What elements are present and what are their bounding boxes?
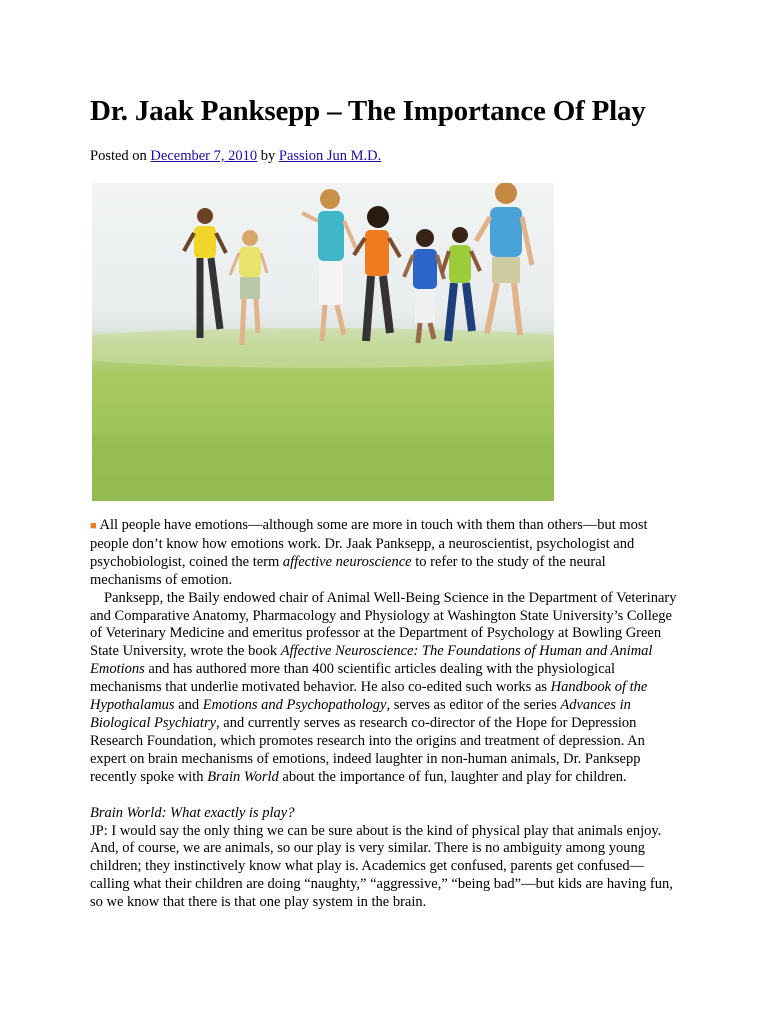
publication-title: Brain World bbox=[207, 768, 279, 785]
interview-question bbox=[90, 805, 680, 823]
child-figure bbox=[230, 230, 267, 345]
text: and has authored more than 400 scientific articles dealing with the physiological mechanisms that underlie motivated behavior. He also co-edited such works as bbox=[90, 661, 616, 696]
by-label: by bbox=[260, 148, 276, 164]
book-title: Affective Neuroscience: The Foundations of Human and Animal Emotions bbox=[90, 643, 653, 678]
text: to refer to the study of the neural mechanisms of emotion. bbox=[90, 553, 606, 588]
spacer bbox=[90, 787, 680, 805]
author-link[interactable]: Passion Jun M.D. bbox=[278, 148, 382, 164]
text: All people have emotions—although some are more in touch with them than others—but most people don’t know how emotions work. Dr. Jaak Panksepp, a neuroscientist, psychologist and psychobiologist, coined the term bbox=[90, 517, 648, 570]
paragraph bbox=[90, 517, 680, 590]
child-figure bbox=[404, 229, 444, 343]
square-bullet-icon: ■ bbox=[90, 520, 97, 532]
book-title: Emotions and Psychopathology bbox=[202, 697, 387, 714]
page-title: Dr. Jaak Panksepp – The Importance Of Play bbox=[90, 95, 646, 127]
series-title: Advances in Biological Psychiatry bbox=[90, 697, 631, 731]
emphasis: affective neuroscience bbox=[282, 553, 412, 570]
text: Panksepp, the Baily endowed chair of Animal Well-Being Science in the Department of Veterinary and Comparative Anatomy, Pharmacology and Physiology at Washington State University’s College of Veterinary Medicine and emeritus professor at the Department of Psychology at Bowling Green State University, wrote the book bbox=[90, 589, 677, 660]
child-figure bbox=[184, 208, 226, 338]
child-figure bbox=[476, 183, 532, 335]
children-running-photo bbox=[92, 183, 554, 501]
text: about the importance of fun, laughter and play for children. bbox=[278, 768, 627, 785]
post-date-link[interactable]: December 7, 2010 bbox=[150, 148, 258, 164]
child-figure bbox=[354, 206, 400, 341]
question-text: Brain World: What exactly is play? bbox=[90, 804, 295, 821]
book-title: Handbook of the Hypothalamus bbox=[90, 679, 648, 714]
paragraph bbox=[90, 590, 680, 787]
text: and bbox=[174, 697, 203, 714]
child-figure bbox=[302, 189, 358, 341]
post-meta bbox=[90, 147, 381, 165]
article-body bbox=[90, 517, 680, 912]
child-figure bbox=[442, 227, 480, 341]
posted-on-label: Posted on bbox=[90, 148, 147, 164]
text: , serves as editor of the series bbox=[386, 697, 561, 714]
text: , and currently serves as research co-director of the Hope for Depression Research Foundation, which promotes research into the origins and treatment of depression. An expert on brain mechanisms of emotions, indeed laughter in non-human animals, Dr. Panksepp recently spoke with bbox=[90, 714, 645, 785]
interview-answer: JP: I would say the only thing we can be sure about is the kind of physical play that animals enjoy. And, of course, we are animals, so our play is very similar. There is no ambiguity among young children; they instinctively know what play is. Academics get confused, parents get confused—calling what their children are doing “naughty,” “aggressive,” “being bad”—but kids are having fun, so we know that there is that one play system in the brain. bbox=[90, 822, 673, 911]
